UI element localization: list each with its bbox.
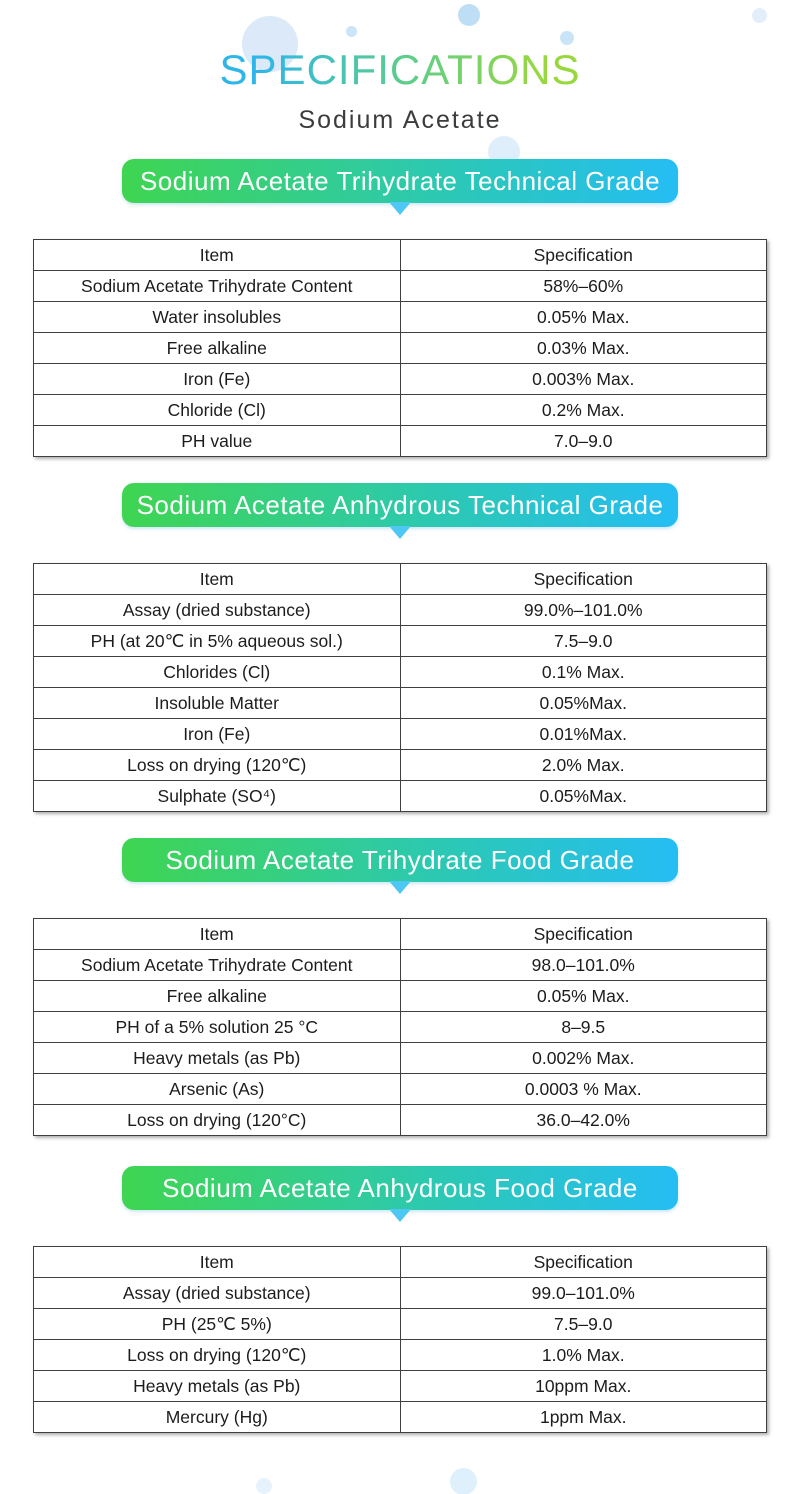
spec-cell: 8–9.5 xyxy=(400,1012,767,1043)
banner-arrow-icon xyxy=(389,1209,411,1222)
spec-cell: 0.0003 % Max. xyxy=(400,1074,767,1105)
item-cell: Heavy metals (as Pb) xyxy=(34,1043,401,1074)
spec-table-trihydrate-technical xyxy=(33,239,767,457)
banner-arrow-icon xyxy=(389,202,411,215)
section-anhydrous-food-grade xyxy=(0,1166,800,1433)
spec-cell: 7.5–9.0 xyxy=(400,1309,767,1340)
item-cell: PH value xyxy=(34,426,401,457)
page-title: SPECIFICATIONS xyxy=(220,0,581,94)
item-cell: Free alkaline xyxy=(34,333,401,364)
section-banner-wrap xyxy=(122,838,678,882)
table-row xyxy=(34,1309,767,1340)
page-subtitle: Sodium Acetate xyxy=(298,106,502,134)
item-cell: Mercury (Hg) xyxy=(34,1402,401,1433)
section-banner: Sodium Acetate Trihydrate Food Grade xyxy=(122,838,678,882)
item-cell: Free alkaline xyxy=(34,981,401,1012)
spec-cell: 0.01%Max. xyxy=(400,719,767,750)
item-cell: Insoluble Matter xyxy=(34,688,401,719)
item-cell: Chlorides (Cl) xyxy=(34,657,401,688)
section-banner: Sodium Acetate Anhydrous Technical Grade xyxy=(122,483,678,527)
spec-cell: 0.03% Max. xyxy=(400,333,767,364)
spec-table-anhydrous-food xyxy=(33,1246,767,1433)
table-row xyxy=(34,302,767,333)
spec-cell: 99.0%–101.0% xyxy=(400,595,767,626)
item-cell: Assay (dried substance) xyxy=(34,595,401,626)
section-banner: Sodium Acetate Trihydrate Technical Grade xyxy=(122,159,678,203)
section-trihydrate-technical-grade xyxy=(0,159,800,457)
spec-table-anhydrous-technical xyxy=(33,563,767,812)
table-row xyxy=(34,1340,767,1371)
table-row xyxy=(34,364,767,395)
table-row xyxy=(34,1012,767,1043)
banner-arrow-icon xyxy=(389,881,411,894)
item-cell: Iron (Fe) xyxy=(34,364,401,395)
spec-cell: 1ppm Max. xyxy=(400,1402,767,1433)
table-row xyxy=(34,1371,767,1402)
table-row xyxy=(34,1278,767,1309)
item-cell: PH (at 20℃ in 5% aqueous sol.) xyxy=(34,626,401,657)
column-header-item: Item xyxy=(34,240,401,271)
table-row xyxy=(34,688,767,719)
spec-cell: 36.0–42.0% xyxy=(400,1105,767,1136)
table-row xyxy=(34,395,767,426)
banner-arrow-icon xyxy=(389,526,411,539)
table-header-row xyxy=(34,240,767,271)
spec-cell: 2.0% Max. xyxy=(400,750,767,781)
item-cell: Arsenic (As) xyxy=(34,1074,401,1105)
item-cell: Loss on drying (120°C) xyxy=(34,1105,401,1136)
table-row xyxy=(34,426,767,457)
spec-cell: 0.05% Max. xyxy=(400,302,767,333)
table-row xyxy=(34,595,767,626)
table-row xyxy=(34,950,767,981)
table-row xyxy=(34,333,767,364)
spec-cell: 58%–60% xyxy=(400,271,767,302)
spec-cell: 0.05% Max. xyxy=(400,981,767,1012)
item-cell: Loss on drying (120℃) xyxy=(34,750,401,781)
column-header-specification: Specification xyxy=(400,919,767,950)
spec-cell: 0.2% Max. xyxy=(400,395,767,426)
table-row xyxy=(34,750,767,781)
table-row xyxy=(34,981,767,1012)
table-row xyxy=(34,626,767,657)
spec-cell: 98.0–101.0% xyxy=(400,950,767,981)
table-row xyxy=(34,271,767,302)
item-cell: Sodium Acetate Trihydrate Content xyxy=(34,950,401,981)
spec-cell: 7.5–9.0 xyxy=(400,626,767,657)
column-header-specification: Specification xyxy=(400,564,767,595)
column-header-item: Item xyxy=(34,564,401,595)
section-banner-wrap xyxy=(122,159,678,203)
spec-cell: 1.0% Max. xyxy=(400,1340,767,1371)
item-cell: Chloride (Cl) xyxy=(34,395,401,426)
item-cell: PH (25℃ 5%) xyxy=(34,1309,401,1340)
item-cell: Loss on drying (120℃) xyxy=(34,1340,401,1371)
spec-cell: 0.1% Max. xyxy=(400,657,767,688)
section-banner-wrap xyxy=(122,483,678,527)
table-header-row xyxy=(34,1247,767,1278)
item-cell: Sulphate (SO⁴) xyxy=(34,781,401,812)
section-anhydrous-technical-grade xyxy=(0,483,800,812)
bubble-decoration xyxy=(450,1468,477,1494)
bubble-decoration xyxy=(256,1478,272,1494)
item-cell: PH of a 5% solution 25 °C xyxy=(34,1012,401,1043)
spec-cell: 99.0–101.0% xyxy=(400,1278,767,1309)
spec-cell: 10ppm Max. xyxy=(400,1371,767,1402)
section-trihydrate-food-grade xyxy=(0,838,800,1136)
spec-cell: 0.003% Max. xyxy=(400,364,767,395)
section-banner-wrap xyxy=(122,1166,678,1210)
column-header-specification: Specification xyxy=(400,240,767,271)
item-cell: Assay (dried substance) xyxy=(34,1278,401,1309)
table-row xyxy=(34,781,767,812)
column-header-item: Item xyxy=(34,919,401,950)
table-row xyxy=(34,1074,767,1105)
table-row xyxy=(34,1043,767,1074)
column-header-item: Item xyxy=(34,1247,401,1278)
table-header-row xyxy=(34,564,767,595)
item-cell: Heavy metals (as Pb) xyxy=(34,1371,401,1402)
table-header-row xyxy=(34,919,767,950)
column-header-specification: Specification xyxy=(400,1247,767,1278)
spec-cell: 7.0–9.0 xyxy=(400,426,767,457)
item-cell: Water insolubles xyxy=(34,302,401,333)
table-row xyxy=(34,657,767,688)
table-row xyxy=(34,719,767,750)
table-row xyxy=(34,1402,767,1433)
item-cell: Sodium Acetate Trihydrate Content xyxy=(34,271,401,302)
spec-cell: 0.05%Max. xyxy=(400,688,767,719)
table-row xyxy=(34,1105,767,1136)
spec-cell: 0.002% Max. xyxy=(400,1043,767,1074)
section-banner: Sodium Acetate Anhydrous Food Grade xyxy=(122,1166,678,1210)
spec-cell: 0.05%Max. xyxy=(400,781,767,812)
spec-table-trihydrate-food xyxy=(33,918,767,1136)
item-cell: Iron (Fe) xyxy=(34,719,401,750)
